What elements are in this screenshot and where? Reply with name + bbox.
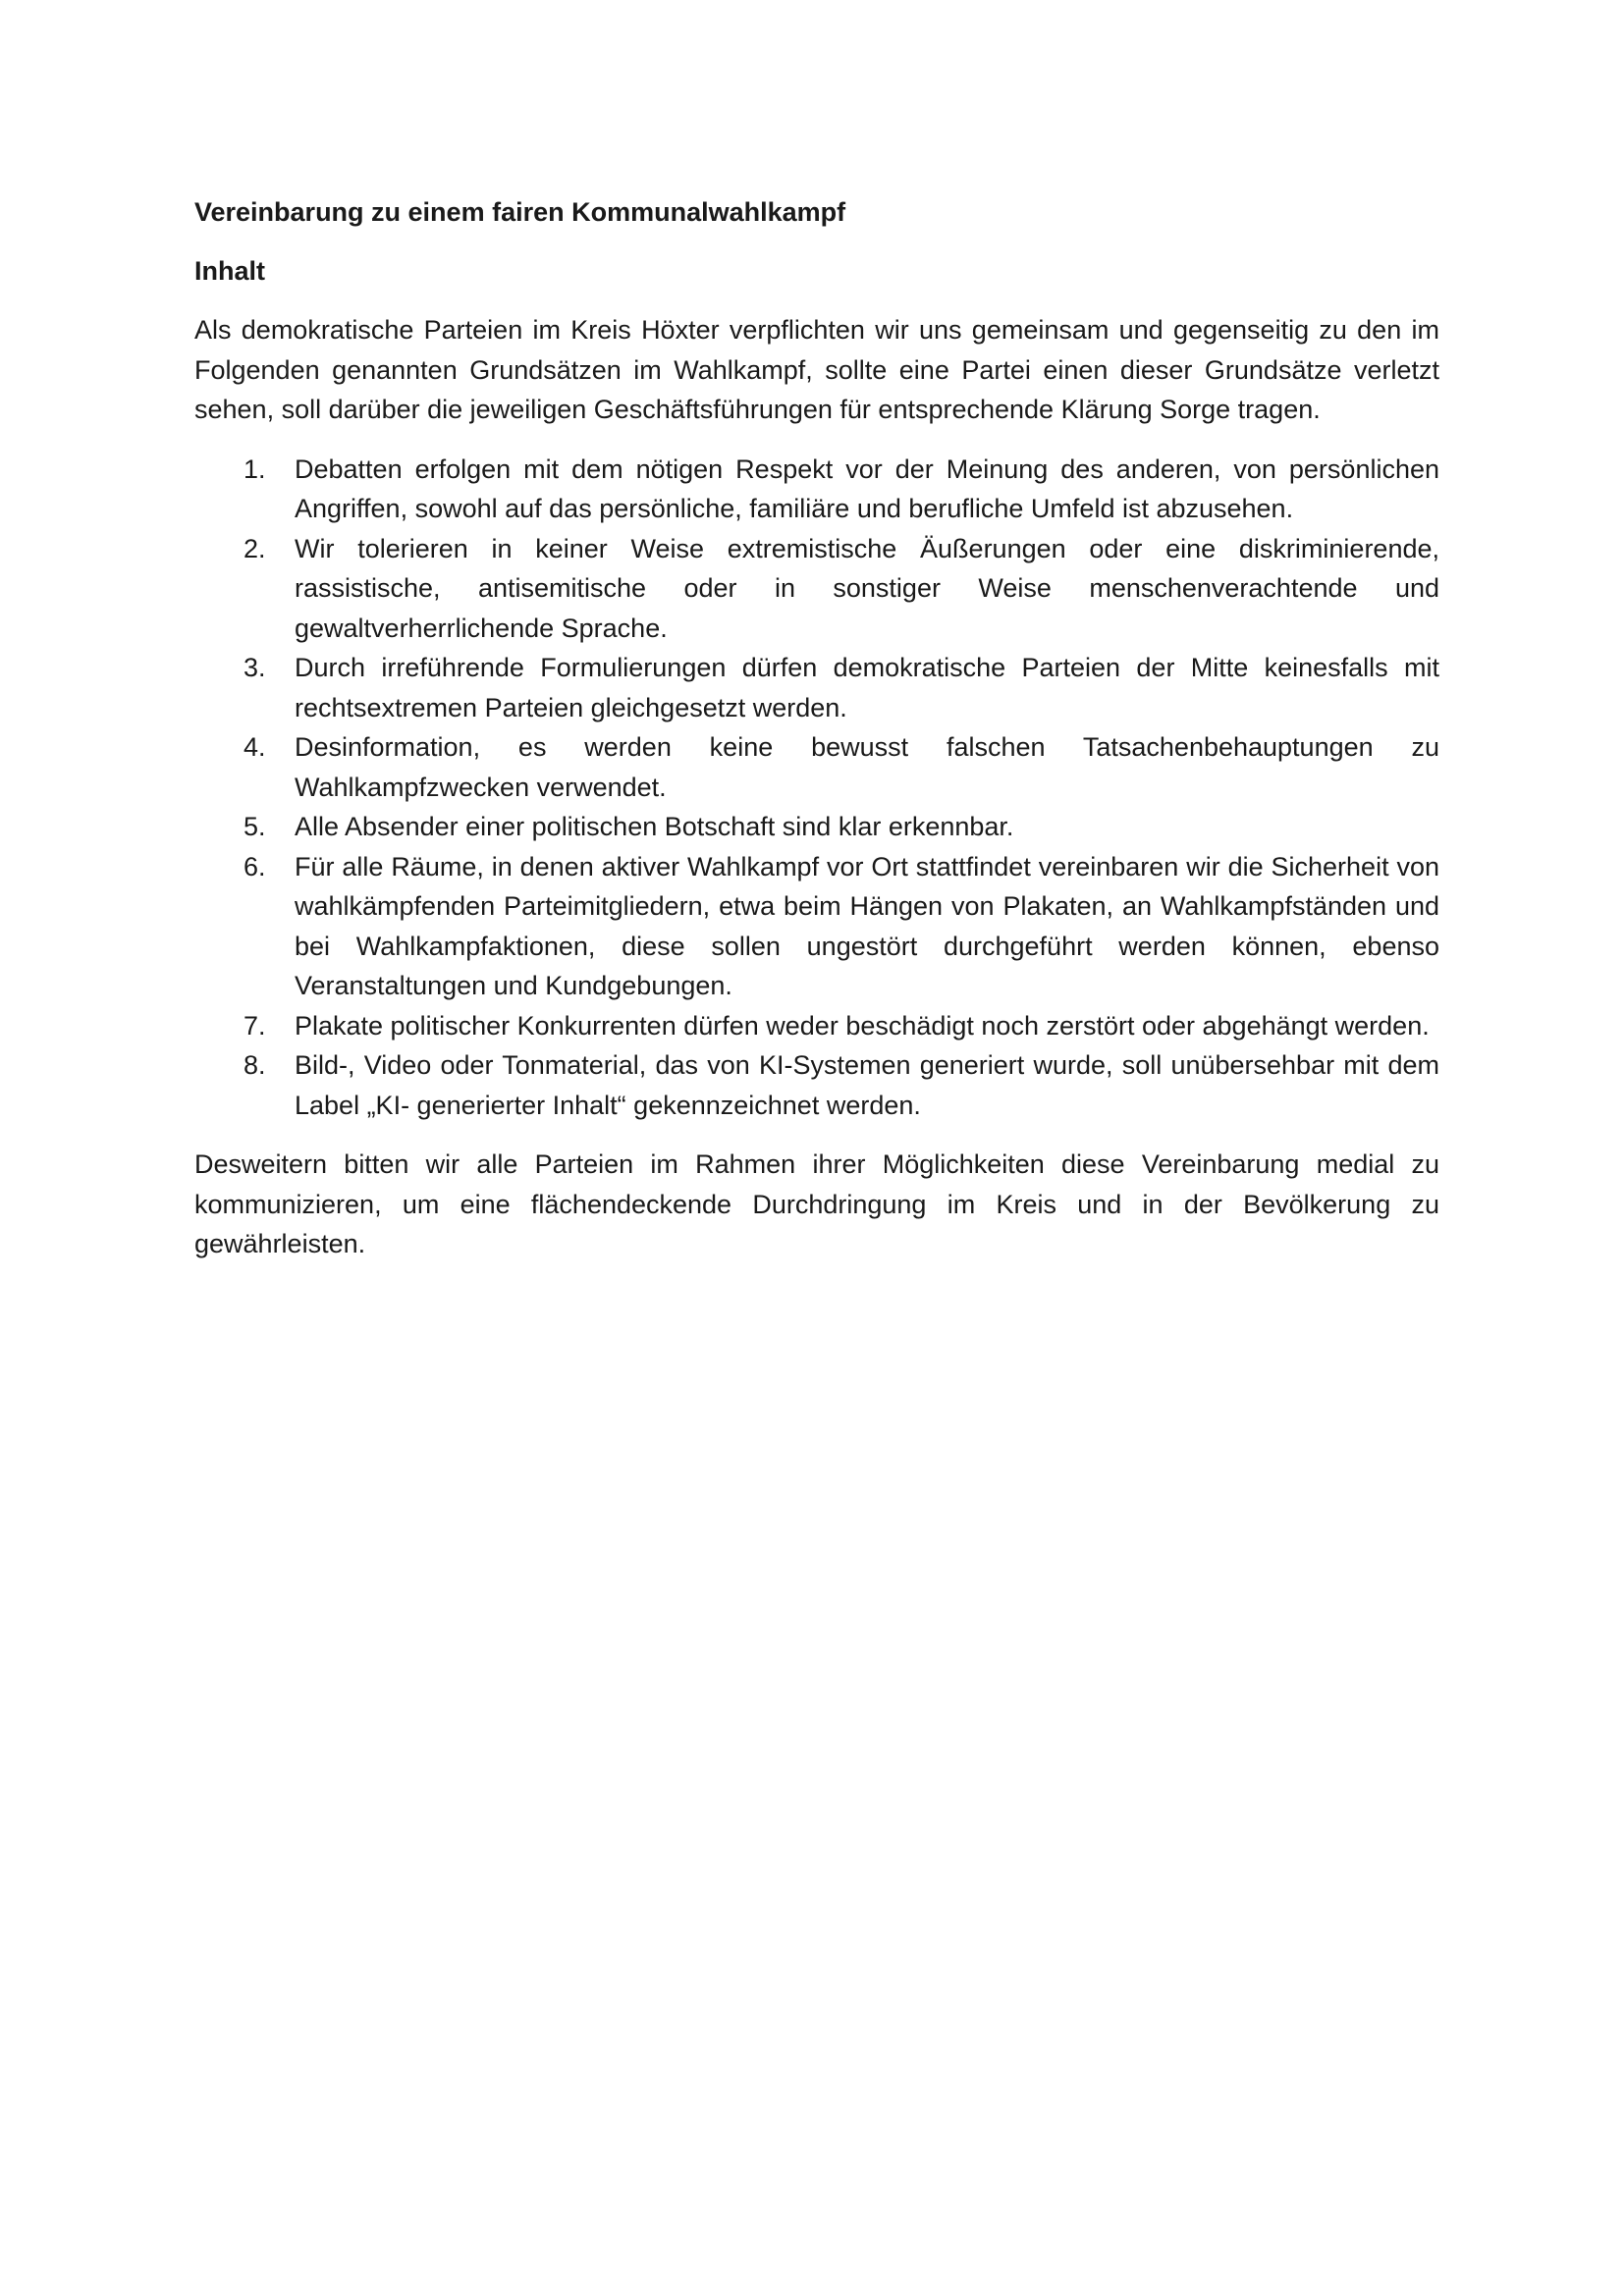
list-item-text: Alle Absender einer politischen Botschaft sind klar erkennbar. [295,812,1014,841]
section-heading: Inhalt [194,256,265,286]
closing-paragraph: Desweitern bitten wir alle Parteien im Rahmen ihrer Möglichkeiten diese Vereinbarung medial zu kommunizieren, um eine flächendeckende Durchdringung im Kreis und in der Bevölkerung zu gewährleisten. [194,1149,1439,1258]
list-item [194,727,1439,807]
document-title: Vereinbarung zu einem fairen Kommunalwahlkampf [194,197,846,227]
list-item [194,1006,1439,1046]
list-item [194,847,1439,1006]
document-body [194,192,1439,1284]
list-item [194,450,1439,529]
list-item [194,807,1439,847]
list-item-text: Für alle Räume, in denen aktiver Wahlkampf vor Ort stattfindet vereinbaren wir die Sicherheit von wahlkämpfenden Parteimitgliedern, etwa beim Hängen von Plakaten, an Wahlkampfständen und bei Wahlkampfaktionen, diese sollen ungestört durchgeführt werden können, ebenso Veranstaltungen und Kundgebungen. [295,851,1439,1000]
list-item-text: Wir tolerieren in keiner Weise extremistische Äußerungen oder eine diskriminierende, rassistische, antisemitische oder in sonstiger Weise menschenverachtende und gewaltverherrlichende Sprache. [295,533,1439,643]
list-item [194,529,1439,649]
list-item-text: Desinformation, es werden keine bewusst falschen Tatsachenbehauptungen zu Wahlkampfzwecken verwendet. [295,732,1439,802]
list-item-number: 8. [244,1050,266,1080]
list-item-number: 2. [244,533,266,563]
list-item-number: 4. [244,732,266,762]
list-item-text: Bild-, Video oder Tonmaterial, das von KI-Systemen generiert wurde, soll unübersehbar mit dem Label „KI- generierter Inhalt“ gekennzeichnet werden. [295,1050,1439,1120]
list-item-number: 6. [244,851,266,881]
list-item-text: Debatten erfolgen mit dem nötigen Respekt vor der Meinung des anderen, von persönlichen Angriffen, sowohl auf das persönliche, familiäre und berufliche Umfeld ist abzusehen. [295,454,1439,523]
list-item-number: 7. [244,1010,266,1041]
list-item-text: Durch irreführende Formulierungen dürfen demokratische Parteien der Mitte keinesfalls mit rechtsextremen Parteien gleichgesetzt werden. [295,653,1439,722]
principles-list [194,450,1439,1126]
list-item-number: 1. [244,454,266,484]
list-item-number: 5. [244,812,266,841]
list-item-text: Plakate politischer Konkurrenten dürfen weder beschädigt noch zerstört oder abgehängt werden. [295,1010,1430,1041]
list-item [194,648,1439,727]
list-item-number: 3. [244,653,266,682]
intro-paragraph: Als demokratische Parteien im Kreis Höxter verpflichten wir uns gemeinsam und gegenseitig zu den im Folgenden genannten Grundsätzen im Wahlkampf, sollte eine Partei einen dieser Grundsätze verletzt sehen, soll darüber die jeweiligen Geschäftsführungen für entsprechende Klärung Sorge tragen. [194,315,1439,424]
list-item [194,1045,1439,1125]
